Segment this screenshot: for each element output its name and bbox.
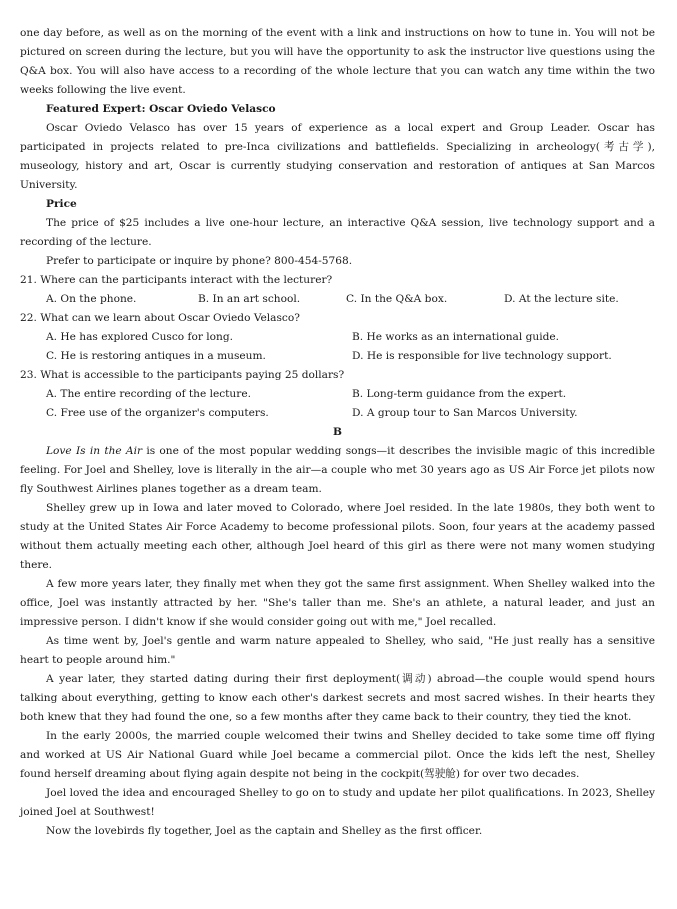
- option-d: D. He is responsible for live technology support.: [352, 350, 612, 362]
- paragraph-1-text: is one of the most popular wedding songs—it describes the invisible magic of this incredible feeling. For Joel and Shelley, love is literally in the air—a couple who met 30 years ago as US Air Force jet pilots now fly Southwest Airlines planes together as a dream team.: [20, 445, 656, 495]
- question-stem: 22. What can we learn about Oscar Oviedo Velasco?: [20, 312, 300, 324]
- song-title: Love Is in the Air: [46, 445, 143, 457]
- option-list: [20, 290, 655, 309]
- question-21: [20, 271, 655, 309]
- phone-paragraph: Prefer to participate or inquire by phone? 800-454-5768.: [46, 255, 353, 267]
- option-a: A. The entire recording of the lecture.: [46, 388, 251, 400]
- question-stem: 21. Where can the participants interact with the lecturer?: [20, 274, 333, 286]
- question-23: [20, 366, 655, 423]
- option-c: C. In the Q&A box.: [346, 293, 448, 305]
- option-d: D. At the lecture site.: [504, 293, 619, 305]
- featured-expert-heading: Featured Expert: Oscar Oviedo Velasco: [46, 103, 276, 115]
- intro-paragraph: one day before, as well as on the morning of the event with a link and instructions on how to tune in. You will not be pictured on screen during the lecture, but you will have the opportunity to ask the instructor live questions using the Q&A box. You will also have access to a recording of the whole lecture that you can watch any time within the two weeks following the live event.: [20, 27, 655, 96]
- passage-b-paragraph-4: As time went by, Joel's gentle and warm nature appealed to Shelley, who said, "He just really has a sensitive heart to people around him.": [20, 635, 655, 666]
- option-a: A. He has explored Cusco for long.: [46, 331, 233, 343]
- passage-b-paragraph-1: [20, 442, 655, 499]
- option-b: B. In an art school.: [198, 293, 301, 305]
- option-list: [20, 328, 655, 366]
- passage-b-paragraph-6: In the early 2000s, the married couple welcomed their twins and Shelley decided to take some time off flying and worked at US Air National Guard while Joel became a commercial pilot. Once the kids left the nest, Shelley found herself dreaming about flying again despite not being in the cockpit(驾驶舱) for over two decades.: [20, 730, 655, 780]
- option-a: A. On the phone.: [46, 293, 137, 305]
- option-list: [20, 385, 655, 423]
- price-heading: Price: [46, 198, 77, 210]
- option-b: B. Long-term guidance from the expert.: [352, 388, 567, 400]
- question-22: [20, 309, 655, 366]
- option-c: C. He is restoring antiques in a museum.: [46, 350, 266, 362]
- option-d: D. A group tour to San Marcos University.: [352, 407, 578, 419]
- passage-b-paragraph-5: A year later, they started dating during their first deployment(调动) abroad—the couple would spend hours talking about everything, getting to know each other's darkest secrets and most sacred wishes. In their hearts they both knew that they had found the one, so a few months after they came back to their country, they tied the knot.: [20, 673, 655, 723]
- passage-b-paragraph-7: Joel loved the idea and encouraged Shelley to go on to study and update her pilot qualifications. In 2023, Shelley joined Joel at Southwest!: [20, 787, 655, 818]
- price-paragraph: The price of $25 includes a live one-hour lecture, an interactive Q&A session, live technology support and a recording of the lecture.: [20, 217, 655, 248]
- expert-paragraph: Oscar Oviedo Velasco has over 15 years of experience as a local expert and Group Leader. Oscar has participated in projects related to pre-Inca civilizations and battlefields. Specializing in archeology(考古学), museology, history and art, Oscar is currently studying conservation and restoration of antiques at San Marcos University.: [20, 122, 655, 191]
- passage-b-paragraph-3: A few more years later, they finally met when they got the same first assignment. When Shelley walked into the office, Joel was instantly attracted by her. "She's taller than me. She's an athlete, a natural leader, and just an impressive person. I didn't know if she would consider going out with me," Joel recalled.: [20, 578, 655, 628]
- option-b: B. He works as an international guide.: [352, 331, 560, 343]
- option-c: C. Free use of the organizer's computers.: [46, 407, 269, 419]
- passage-b-paragraph-2: Shelley grew up in Iowa and later moved to Colorado, where Joel resided. In the late 1980s, they both went to study at the United States Air Force Academy to become professional pilots. Soon, four years at the academy passed without them actually meeting each other, although Joel heard of this girl as there were not many women studying there.: [20, 502, 655, 571]
- question-stem: 23. What is accessible to the participants paying 25 dollars?: [20, 369, 345, 381]
- section-b-label: B: [333, 426, 342, 438]
- passage-b-paragraph-8: Now the lovebirds fly together, Joel as the captain and Shelley as the first officer.: [46, 825, 483, 837]
